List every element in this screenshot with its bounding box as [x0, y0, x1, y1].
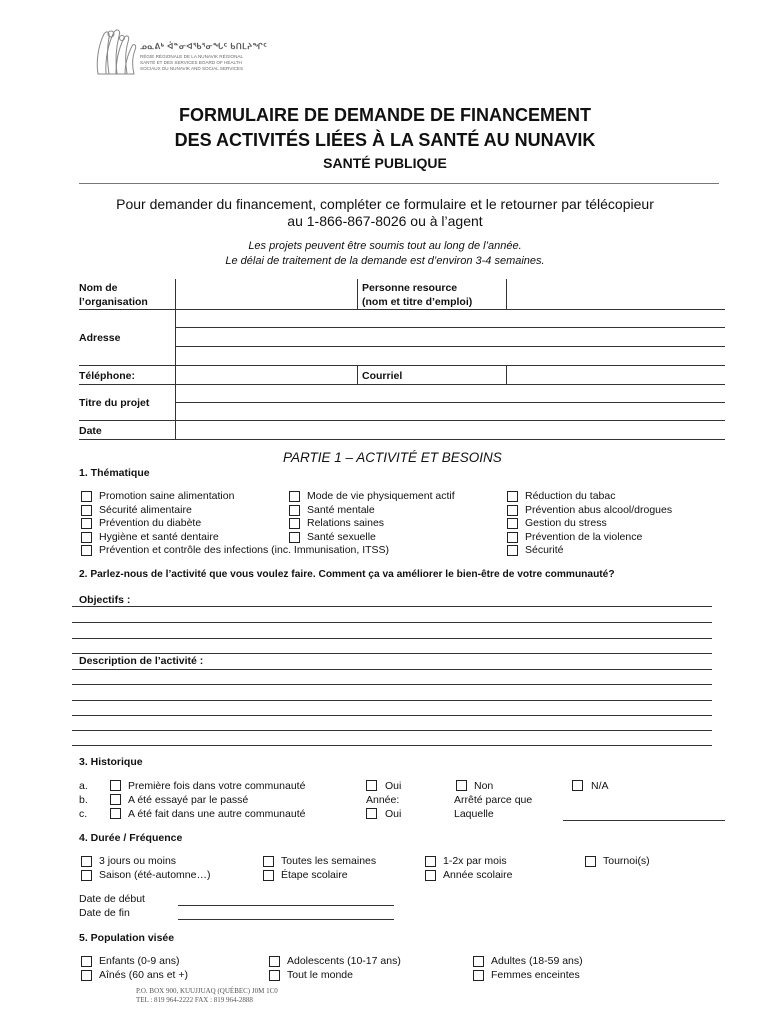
historique-item-c: A été fait dans une autre communauté	[128, 808, 306, 820]
checkbox[interactable]	[289, 505, 300, 516]
historique-checkbox-c[interactable]	[110, 808, 121, 819]
form-title-line-1: FORMULAIRE DE DEMANDE DE FINANCEMENT	[179, 105, 591, 125]
address-line-2	[175, 346, 725, 347]
duree-checkbox[interactable]	[263, 856, 274, 867]
population-label: 5. Population visée	[79, 932, 175, 944]
address-label: Adresse	[79, 332, 121, 344]
checkbox[interactable]	[81, 532, 92, 543]
email-label: Courriel	[362, 370, 403, 382]
duree-checkbox[interactable]	[425, 870, 436, 881]
start-date-label: Date de début	[79, 893, 145, 905]
population-checkbox[interactable]	[269, 956, 280, 967]
address-field[interactable]	[176, 310, 725, 365]
org-label-1: Nom de	[79, 282, 118, 294]
option-label: Santé mentale	[307, 503, 375, 516]
historique-arrete: Arrêté parce que	[454, 794, 533, 806]
option-label: Prévention de la violence	[525, 530, 643, 543]
date-field[interactable]	[176, 421, 725, 439]
checkbox[interactable]	[81, 505, 92, 516]
option-label: Hygiène et santé dentaire	[99, 530, 219, 543]
logo-syllabics: ᓄᓇᕕᒃ ᐋᓐᓂᐊᖃᕐᓂᖓᑦ ᑲᑎᒪᔨᖏᑦ	[140, 42, 268, 51]
org-name-label	[79, 281, 148, 309]
duree-label: 4. Durée / Fréquence	[79, 832, 183, 844]
org-name-field[interactable]	[176, 279, 356, 309]
contact-divider	[357, 279, 358, 309]
note-line-2: Le délai de traitement de la demande est d’environ 3-4 semaines.	[225, 255, 545, 267]
intro-line-1: Pour demander du financement, compléter ce formulaire et le retourner par télécopieur	[116, 196, 654, 212]
logo-line-2: SANTÉ ET DES SERVICES BOARD OF HEALTH	[140, 60, 242, 65]
logo	[92, 26, 292, 78]
logo-line-3: SOCIAUX DU NUNAVIK AND SOCIAL SERVICES	[140, 66, 244, 71]
checkbox[interactable]	[507, 518, 518, 529]
email-divider	[357, 365, 358, 384]
option-label: Réduction du tabac	[525, 490, 616, 502]
population-option: Enfants (0-9 ans)	[99, 955, 180, 967]
population-checkbox[interactable]	[473, 956, 484, 967]
historique-item-a: Première fois dans votre communauté	[128, 780, 306, 792]
description-line-5[interactable]	[72, 730, 712, 731]
historique-na: N/A	[591, 780, 609, 792]
checkbox[interactable]	[289, 491, 300, 502]
footer-address: P.O. BOX 900, KUUJJUAQ (QUÉBEC) J0M 1C0	[136, 987, 278, 995]
description-line-1[interactable]	[72, 669, 712, 670]
objectifs-label: Objectifs :	[79, 594, 131, 606]
option-label: Sécurité	[525, 544, 564, 556]
project-title-label: Titre du projet	[79, 397, 150, 409]
form-subtitle: SANTÉ PUBLIQUE	[323, 155, 447, 171]
historique-oui-c: Oui	[385, 808, 402, 820]
historique-letter-b: b.	[79, 794, 88, 806]
duree-checkbox[interactable]	[81, 870, 92, 881]
duree-option: Saison (été-automne…)	[99, 869, 211, 881]
checkbox[interactable]	[507, 505, 518, 516]
historique-checkbox-b[interactable]	[110, 794, 121, 805]
duree-checkbox[interactable]	[425, 856, 436, 867]
historique-na-checkbox[interactable]	[572, 780, 583, 791]
historique-letter-a: a.	[79, 780, 88, 792]
historique-non-checkbox[interactable]	[456, 780, 467, 791]
phone-label: Téléphone:	[79, 370, 136, 382]
checkbox[interactable]	[81, 545, 92, 556]
description-line-2[interactable]	[72, 684, 712, 685]
description-label: Description de l’activité :	[79, 655, 204, 667]
duree-option: Année scolaire	[443, 869, 513, 881]
checkbox[interactable]	[289, 518, 300, 529]
end-date-line[interactable]	[178, 919, 394, 920]
historique-checkbox-a[interactable]	[110, 780, 121, 791]
project-line-1	[175, 402, 725, 403]
historique-laquelle-line[interactable]	[563, 820, 725, 821]
historique-laquelle: Laquelle	[454, 808, 494, 820]
description-line-4[interactable]	[72, 715, 712, 716]
thematique-label: 1. Thématique	[79, 467, 150, 479]
population-option: Aînés (60 ans et +)	[99, 969, 189, 981]
address-line-1	[175, 327, 725, 328]
duree-option: Tournoi(s)	[603, 855, 650, 867]
population-checkbox[interactable]	[269, 970, 280, 981]
description-line-3[interactable]	[72, 700, 712, 701]
option-label: Promotion saine alimentation	[99, 490, 235, 502]
org-label-2: l’organisation	[79, 296, 148, 308]
part1-heading: PARTIE 1 – ACTIVITÉ ET BESOINS	[283, 450, 502, 465]
checkbox[interactable]	[81, 518, 92, 529]
contact-label-2: (nom et titre d’emploi)	[362, 296, 473, 308]
option-label: Mode de vie physiquement actif	[307, 490, 455, 502]
header-divider	[79, 183, 719, 184]
population-option: Adolescents (10-17 ans)	[287, 955, 401, 967]
objectifs-line-2[interactable]	[72, 622, 712, 623]
duree-checkbox[interactable]	[585, 856, 596, 867]
contact-person-field[interactable]	[507, 279, 725, 309]
option-label: Gestion du stress	[525, 517, 607, 529]
duree-option: 1-2x par mois	[443, 855, 507, 867]
start-date-line[interactable]	[178, 905, 394, 906]
population-option: Femmes enceintes	[491, 969, 580, 981]
form-title-line-2: DES ACTIVITÉS LIÉES À LA SANTÉ AU NUNAVIK	[174, 130, 596, 150]
objectifs-line-3[interactable]	[72, 638, 712, 639]
contact-person-label	[362, 281, 472, 309]
duree-checkbox[interactable]	[81, 856, 92, 867]
historique-letter-c: c.	[79, 808, 88, 820]
population-checkbox[interactable]	[473, 970, 484, 981]
historique-non: Non	[474, 780, 494, 792]
option-label: Prévention du diabète	[99, 517, 202, 529]
historique-label: 3. Historique	[79, 756, 143, 768]
checkbox[interactable]	[81, 491, 92, 502]
description-line-6[interactable]	[72, 745, 712, 746]
population-checkbox[interactable]	[81, 970, 92, 981]
duree-checkbox[interactable]	[263, 870, 274, 881]
duree-option: Toutes les semaines	[281, 855, 377, 867]
note-line-1: Les projets peuvent être soumis tout au long de l’année.	[248, 240, 522, 252]
intro-line-2: au 1-866-867-8026 ou à l’agent	[287, 213, 483, 229]
checkbox[interactable]	[507, 532, 518, 543]
historique-oui-checkbox-a[interactable]	[366, 780, 377, 791]
contact-label-1: Personne resource	[362, 282, 458, 294]
objectifs-line-1[interactable]	[72, 606, 712, 607]
population-option: Adultes (18-59 ans)	[491, 955, 583, 967]
end-date-label: Date de fin	[79, 907, 130, 919]
option-label: Sécurité alimentaire	[99, 503, 192, 516]
option-label: Prévention et contrôle des infections (inc. Immunisation, ITSS)	[99, 544, 390, 556]
logo-figures-icon	[92, 26, 138, 76]
email-field[interactable]	[507, 366, 725, 384]
footer-phone: TEL : 819 964-2222 FAX : 819 964-2888	[136, 996, 253, 1004]
duree-option: Étape scolaire	[281, 869, 348, 881]
date-line	[79, 439, 725, 440]
historique-annee: Année:	[366, 794, 400, 806]
date-label: Date	[79, 425, 102, 437]
phone-field[interactable]	[176, 366, 356, 384]
logo-line-1: RÉGIE RÉGIONALE DE LA NUNAVIK RÉGIONAL	[140, 54, 244, 59]
checkbox[interactable]	[289, 532, 300, 543]
option-label: Santé sexuelle	[307, 530, 376, 543]
question-2: 2. Parlez-nous de l’activité que vous voulez faire. Comment ça va améliorer le bien-être de votre communauté?	[79, 569, 615, 580]
historique-oui-checkbox-c[interactable]	[366, 808, 377, 819]
population-checkbox[interactable]	[81, 956, 92, 967]
historique-oui-a: Oui	[385, 780, 402, 792]
population-option: Tout le monde	[287, 969, 353, 981]
historique-item-b: A été essayé par le passé	[128, 794, 249, 806]
option-label: Relations saines	[307, 517, 385, 529]
checkbox[interactable]	[507, 491, 518, 502]
checkbox[interactable]	[507, 545, 518, 556]
objectifs-line-4[interactable]	[72, 653, 712, 654]
duree-option: 3 jours ou moins	[99, 855, 177, 867]
option-label: Prévention abus alcool/drogues	[525, 503, 673, 516]
